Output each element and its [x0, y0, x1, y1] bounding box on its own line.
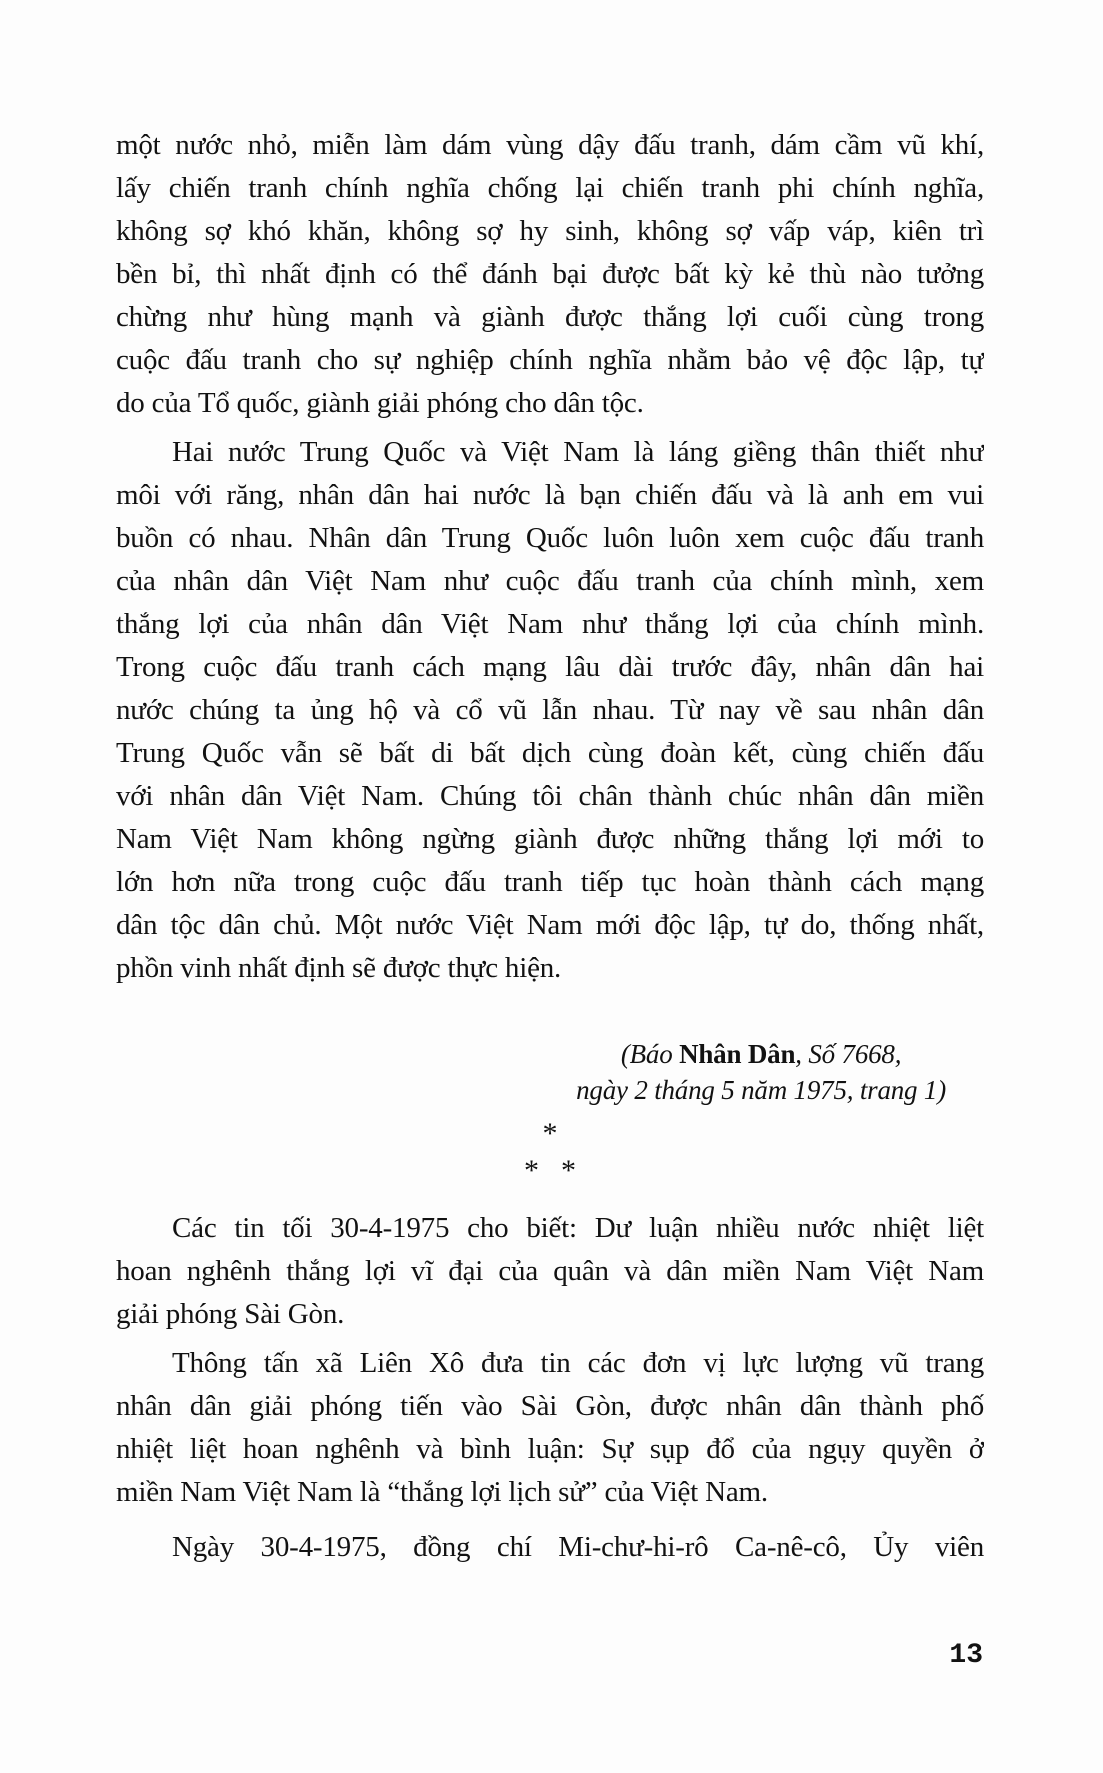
- paragraph-4: [116, 1342, 984, 1514]
- page-number: 13: [949, 1640, 983, 1671]
- citation-open: (Báo: [620, 1039, 680, 1069]
- text-line: nhiệt liệt hoan nghênh và bình luận: Sự sụp đổ của ngụy quyền ở: [116, 1433, 984, 1465]
- text-line: Thông tấn xã Liên Xô đưa tin các đơn vị lực lượng vũ trang: [172, 1347, 984, 1379]
- text-line: bền bỉ, thì nhất định có thể đánh bại được bất kỳ kẻ thù nào tưởng: [116, 258, 984, 290]
- text-line: buồn có nhau. Nhân dân Trung Quốc luôn luôn xem cuộc đấu tranh: [116, 522, 984, 554]
- text-line: Trung Quốc vẫn sẽ bất di bất dịch cùng đoàn kết, cùng chiến đấu: [116, 737, 984, 769]
- text-line: do của Tổ quốc, giành giải phóng cho dân tộc.: [116, 387, 644, 419]
- text-line: một nước nhỏ, miễn làm dám vùng dậy đấu tranh, dám cầm vũ khí,: [116, 129, 984, 161]
- paragraph-2: [116, 431, 984, 990]
- text-line: không sợ khó khăn, không sợ hy sinh, không sợ vấp váp, kiên trì: [116, 215, 984, 247]
- text-line: Trong cuộc đấu tranh cách mạng lâu dài trước đây, nhân dân hai: [116, 651, 984, 683]
- text-line: của nhân dân Việt Nam như cuộc đấu tranh của chính mình, xem: [116, 565, 984, 597]
- text-line: thắng lợi của nhân dân Việt Nam như thắng lợi của chính mình.: [116, 608, 984, 640]
- source-citation: [116, 1036, 984, 1108]
- text-line: Ngày 30-4-1975, đồng chí Mi-chư-hi-rô Ca-nê-cô, Ủy viên: [172, 1531, 984, 1563]
- text-line: cuộc đấu tranh cho sự nghiệp chính nghĩa nhằm bảo vệ độc lập, tự: [116, 344, 984, 376]
- text-line: phồn vinh nhất định sẽ được thực hiện.: [116, 952, 562, 984]
- text-line: dân tộc dân chủ. Một nước Việt Nam mới độc lập, tự do, thống nhất,: [116, 909, 984, 941]
- text-line: lớn hơn nữa trong cuộc đấu tranh tiếp tục hoàn thành cách mạng: [116, 866, 984, 898]
- citation-line-2: ngày 2 tháng 5 năm 1975, trang 1): [576, 1075, 946, 1105]
- text-block: [116, 124, 984, 1569]
- asterisk-right: *: [561, 1154, 576, 1187]
- citation-text: [576, 1036, 946, 1108]
- asterisk-separator-bottom: [116, 1152, 984, 1189]
- citation-line-1: [576, 1036, 946, 1072]
- paragraph-3: [116, 1207, 984, 1336]
- text-line: với nhân dân Việt Nam. Chúng tôi chân thành chúc nhân dân miền: [116, 780, 984, 812]
- text-line: miền Nam Việt Nam là “thắng lợi lịch sử” của Việt Nam.: [116, 1476, 768, 1508]
- text-line: giải phóng Sài Gòn.: [116, 1298, 345, 1330]
- asterisk-separator-top: *: [542, 1117, 558, 1150]
- paragraph-5: [116, 1526, 984, 1569]
- citation-issue: , Số 7668,: [795, 1039, 902, 1069]
- text-line: nước chúng ta ủng hộ và cổ vũ lẫn nhau. Từ nay về sau nhân dân: [116, 694, 984, 726]
- text-line: Các tin tối 30-4-1975 cho biết: Dư luận nhiều nước nhiệt liệt: [172, 1212, 984, 1244]
- text-line: chừng như hùng mạnh và giành được thắng lợi cuối cùng trong: [116, 301, 984, 333]
- text-line: hoan nghênh thắng lợi vĩ đại của quân và dân miền Nam Việt Nam: [116, 1255, 984, 1287]
- asterisk-left: *: [524, 1154, 539, 1187]
- text-line: lấy chiến tranh chính nghĩa chống lại chiến tranh phi chính nghĩa,: [116, 172, 984, 204]
- paragraph-1: [116, 124, 984, 425]
- citation-newspaper-name: Nhân Dân: [679, 1039, 796, 1069]
- text-line: Hai nước Trung Quốc và Việt Nam là láng giềng thân thiết như: [172, 436, 984, 468]
- text-line: Nam Việt Nam không ngừng giành được những thắng lợi mới to: [116, 823, 984, 855]
- text-line: nhân dân giải phóng tiến vào Sài Gòn, được nhân dân thành phố: [116, 1390, 984, 1422]
- text-line: môi với răng, nhân dân hai nước là bạn chiến đấu và là anh em vui: [116, 479, 984, 511]
